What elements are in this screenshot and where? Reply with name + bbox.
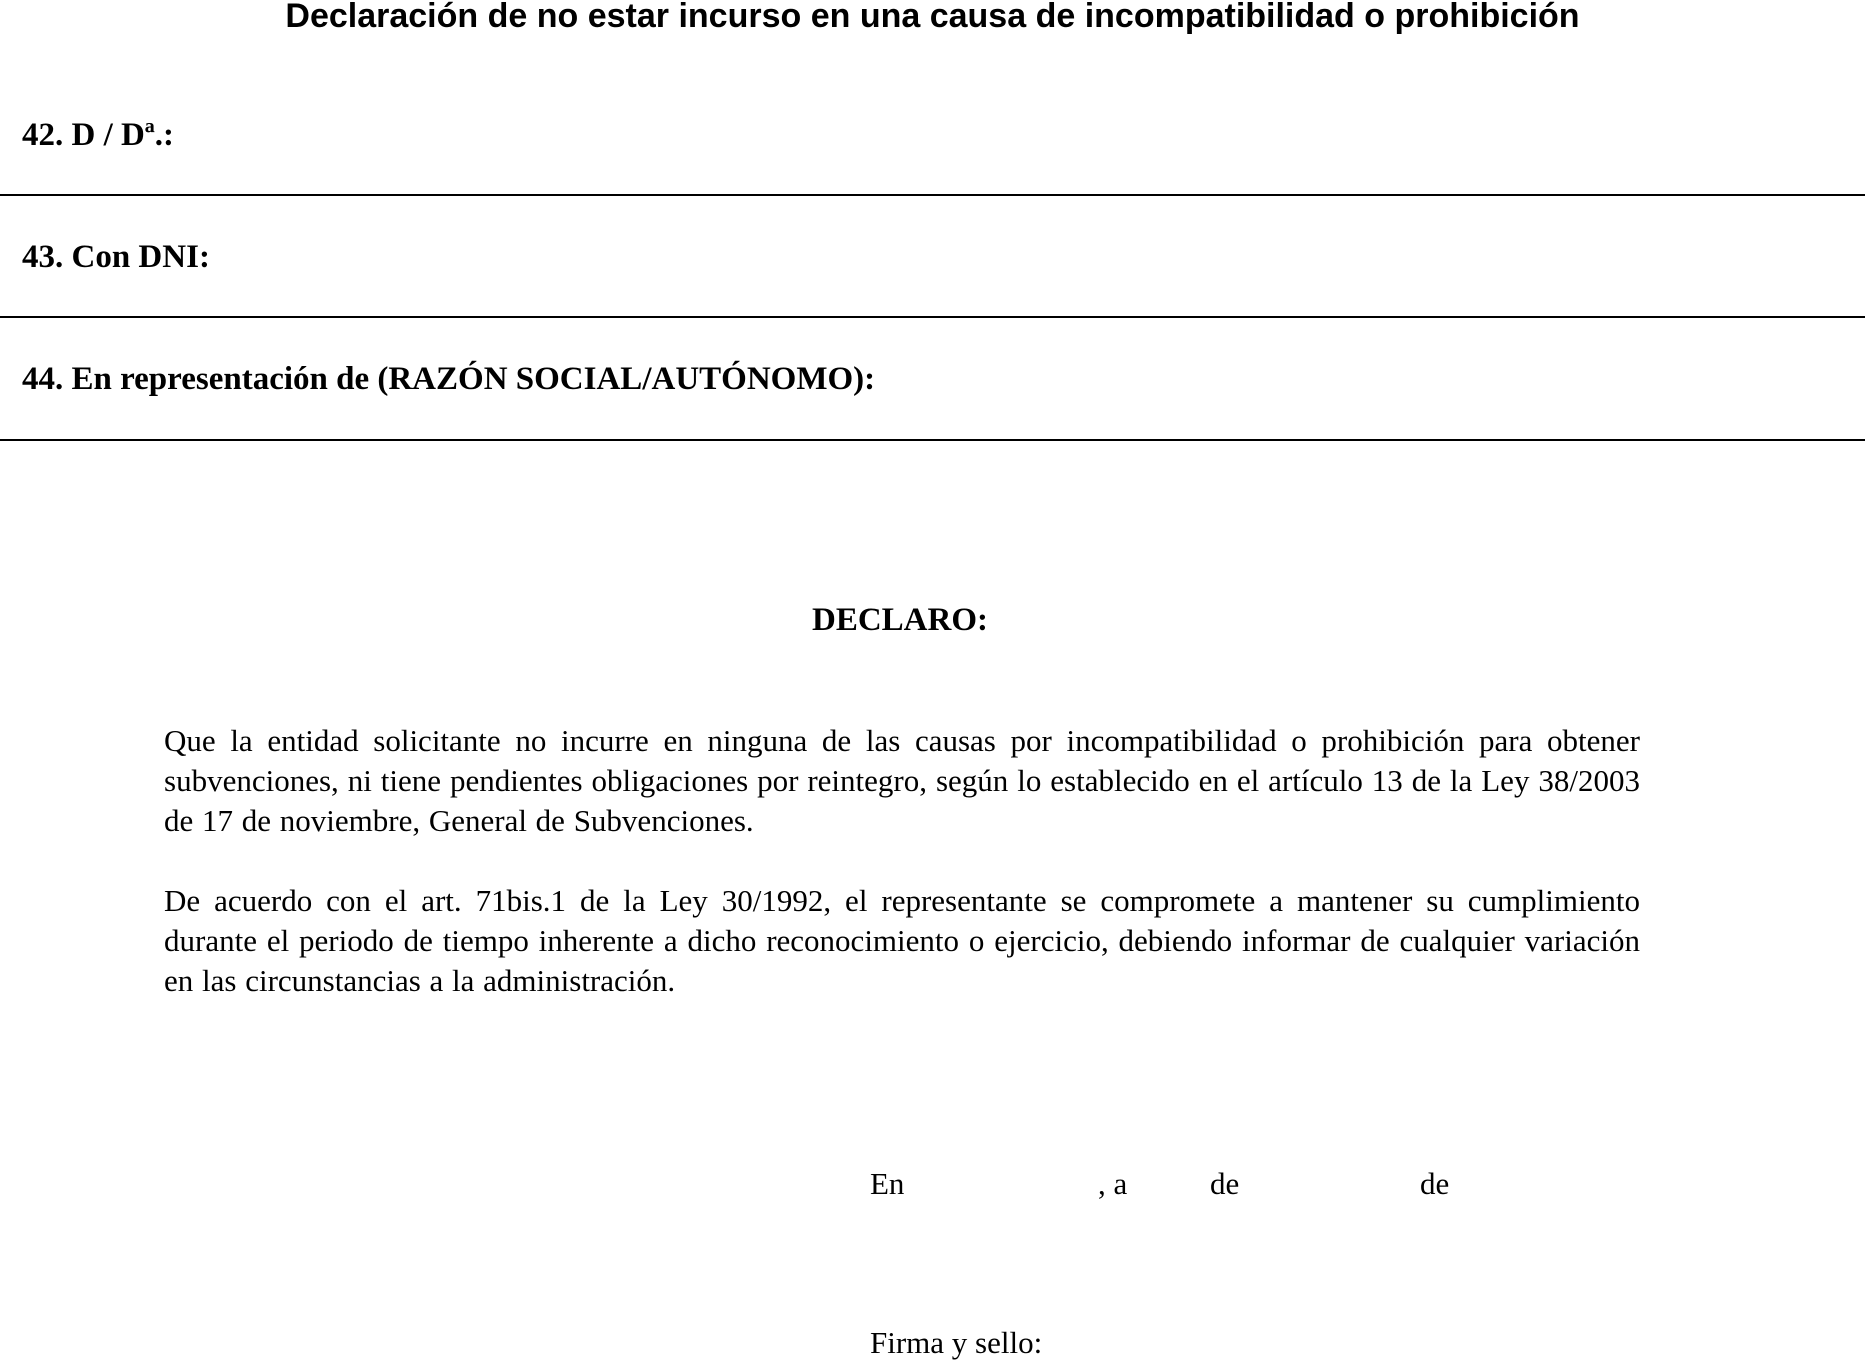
field-label-representation: 44. En representación de (RAZÓN SOCIAL/AUTÓNOMO): <box>22 361 876 397</box>
declaration-paragraph-2: De acuerdo con el art. 71bis.1 de la Ley 30/1992, el representante se compromete a mantener su cumplimiento durante el periodo de tiempo inherente a dicho reconocimiento o ejercicio, debiendo informar de cualquier variación en las circunstancias a la administración. <box>164 883 1640 998</box>
field-label-dni: 43. Con DNI: <box>22 239 210 275</box>
date-de-label-2: de <box>1420 1166 1450 1201</box>
date-de-label-1: de <box>1210 1166 1240 1201</box>
field-line-name <box>0 194 1865 196</box>
place-prefix-label: En <box>870 1166 905 1201</box>
date-comma-label: , a <box>1098 1166 1128 1201</box>
field-label-name: 42. D / Dª.: <box>22 117 174 153</box>
declaration-heading: DECLARO: <box>811 602 988 638</box>
document-title: Declaración de no estar incurso en una causa de incompatibilidad o prohibición <box>285 0 1580 35</box>
field-line-dni <box>0 316 1865 318</box>
declaration-paragraph-1: Que la entidad solicitante no incurre en ninguna de las causas por incompatibilidad o prohibición para obtener subvenciones, ni tiene pendientes obligaciones por reintegro, según lo establecido en el artículo 13 de la Ley 38/2003 de 17 de noviembre, General de Subvenciones. <box>164 723 1640 838</box>
field-line-representation <box>0 439 1865 441</box>
signature-label: Firma y sello: <box>870 1325 1043 1360</box>
